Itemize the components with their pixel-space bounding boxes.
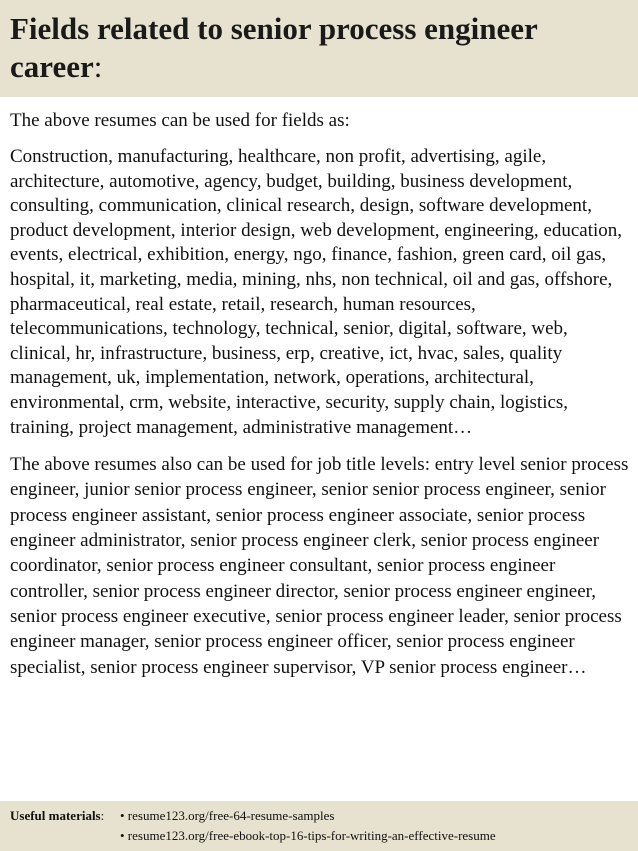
footer-row-1: [10, 806, 628, 826]
footer-banner: [0, 801, 638, 851]
resume-tips-ebook-link[interactable]: • resume123.org/free-ebook-top-16-tips-for-writing-an-effective-resume: [120, 828, 496, 843]
resume-samples-link[interactable]: • resume123.org/free-64-resume-samples: [120, 808, 335, 823]
footer-row-2: [10, 826, 628, 846]
intro-text: The above resumes can be used for fields as:: [10, 110, 350, 131]
page-title-colon: :: [93, 49, 103, 84]
footer-label-spacer: [10, 826, 120, 846]
fields-list-text: Construction, manufacturing, healthcare, non profit, advertising, agile, architecture, automotive, agency, budget, building, business development, consulting, communication, clinical research, design, software development, product development, interior design, web development, engineering, education, events, electrical, exhibition, energy, ngo, finance, fashion, green card, oil gas, hospital, it, marketing, media, mining, nhs, non technical, oil and gas, offshore, pharmaceutical, real estate, retail, research, human resources, telecommunications, technology, technical, senior, digital, software, web, clinical, hr, infrastructure, business, erp, creative, ict, hvac, sales, quality management, uk, implementation, network, operations, architectural, environmental, crm, website, interactive, security, supply chain, logistics, training, project management, administrative management…: [10, 146, 623, 438]
header-banner: [0, 0, 638, 97]
page-title: [10, 10, 628, 86]
useful-materials-label-text: Useful materials: [10, 808, 101, 823]
job-levels-text: The above resumes also can be used for job title levels: entry level senior process engineer, junior senior process engineer, senior senior process engineer, senior process engineer assistant, senior process engineer associate, senior process engineer administrator, senior process engineer clerk, senior process engineer coordinator, senior process engineer consultant, senior process engineer controller, senior process engineer director, senior process engineer engineer, senior process engineer executive, senior process engineer leader, senior process engineer manager, senior process engineer officer, senior process engineer specialist, senior process engineer supervisor, VP senior process engineer…: [10, 454, 629, 678]
page-title-text: Fields related to senior process engineer career: [10, 11, 538, 84]
useful-materials-label: [10, 806, 120, 826]
useful-materials-label-colon: :: [100, 808, 105, 823]
main-content: [10, 108, 632, 680]
